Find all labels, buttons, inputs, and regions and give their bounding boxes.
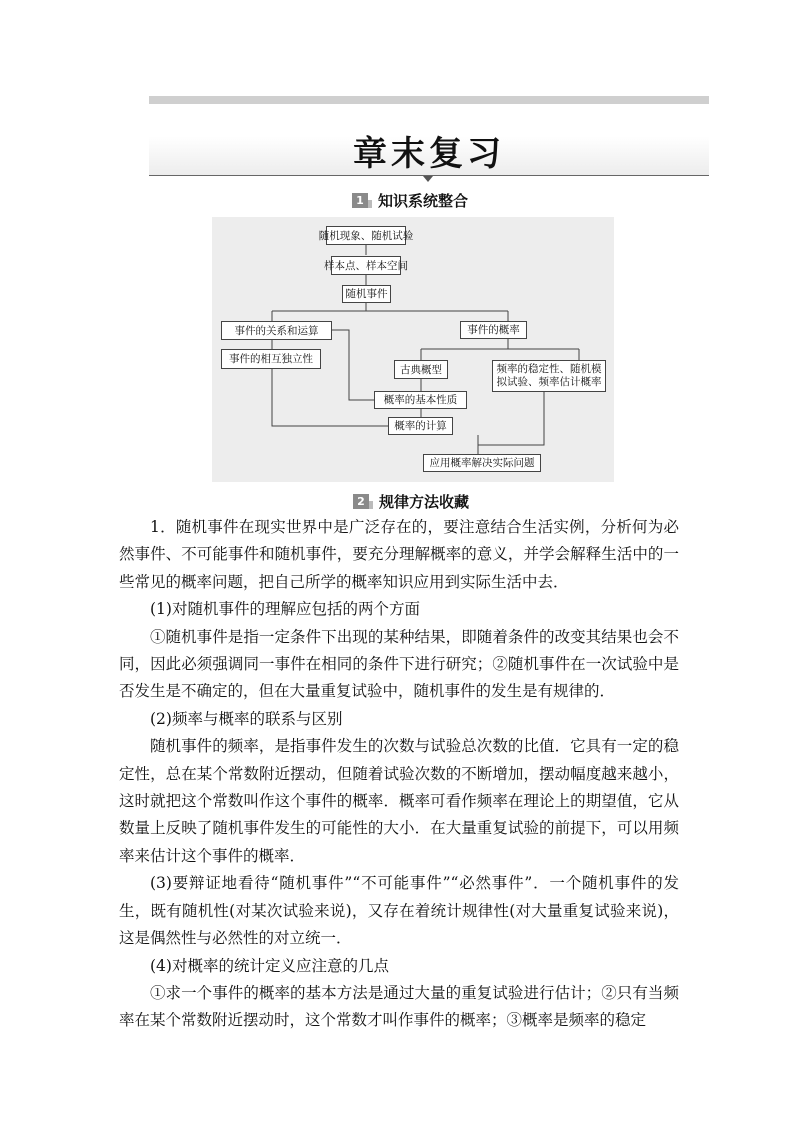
section-heading-methods (353, 491, 469, 512)
node-event-independence: 事件的相互独立性 (221, 349, 321, 369)
connector (332, 330, 374, 400)
header-arrow-icon (423, 176, 433, 182)
section-number-badge: 2 (353, 494, 369, 509)
page-title: 章末复习 (353, 134, 505, 174)
body-text (119, 514, 679, 1035)
node-probability-properties: 概率的基本性质 (374, 391, 467, 409)
node-sample-space: 样本点、样本空间 (331, 256, 401, 275)
connector (272, 369, 388, 426)
node-probability-calculation: 概率的计算 (388, 417, 453, 435)
node-frequency-stability: 频率的稳定性、随机模拟试验、频率估计概率 (492, 360, 606, 392)
paragraph: 1．随机事件在现实世界中是广泛存在的，要注意结合生活实例，分析何为必然事件、不可能事件和随机事件，要充分理解概率的意义，并学会解释生活中的一些常见的概率问题，把自己所学的概率知识应用到实际生活中去． (119, 518, 679, 591)
paragraph: 随机事件的频率，是指事件发生的次数与试验总次数的比值．它具有一定的稳定性，总在某个常数附近摆动，但随着试验次数的不断增加，摆动幅度越来越小，这时就把这个常数叫作这个事件的概率．概率可看作频率在理论上的期望值，它从数量上反映了随机事件发生的可能性的大小．在大量重复试验的前提下，可以用频率来估计这个事件的概率． (119, 737, 679, 865)
connector (478, 389, 544, 454)
section-heading-knowledge (352, 190, 468, 211)
node-random-phenomenon: 随机现象、随机试验 (326, 226, 406, 245)
subheading: (2)频率与概率的联系与区别 (150, 709, 343, 728)
paragraph: ①随机事件是指一定条件下出现的某种结果，即随着条件的改变其结果也会不同，因此必须强调同一事件在相同的条件下进行研究；②随机事件在一次试验中是否发生是不确定的，但在大量重复试验中，随机事件的发生是有规律的． (119, 627, 679, 701)
paragraph: ①求一个事件的概率的基本方法是通过大量的重复试验进行估计；②只有当频率在某个常数附近摆动时，这个常数才叫作事件的概率；③概率是频率的稳定 (119, 983, 679, 1030)
subheading: (1)对随机事件的理解应包括的两个方面 (150, 600, 420, 619)
node-practical-application: 应用概率解决实际问题 (423, 454, 541, 472)
section-label: 规律方法收藏 (379, 493, 470, 511)
node-random-event: 随机事件 (342, 285, 391, 303)
section-number-badge: 1 (352, 193, 368, 208)
subheading: (4)对概率的统计定义应注意的几点 (150, 956, 389, 975)
header-top-rule (149, 96, 709, 104)
node-event-probability: 事件的概率 (460, 321, 527, 339)
node-event-relations: 事件的关系和运算 (221, 321, 332, 340)
paragraph: (3)要辩证地看待“随机事件”“不可能事件”“必然事件”．一个随机事件的发生，既有随机性(对某次试验来说)，又存在着统计规律性(对大量重复试验来说)，这是偶然性与必然性的对立统一． (119, 874, 679, 948)
node-classical-model: 古典概型 (394, 360, 448, 379)
section-label: 知识系统整合 (378, 192, 469, 210)
concept-diagram (212, 217, 614, 482)
